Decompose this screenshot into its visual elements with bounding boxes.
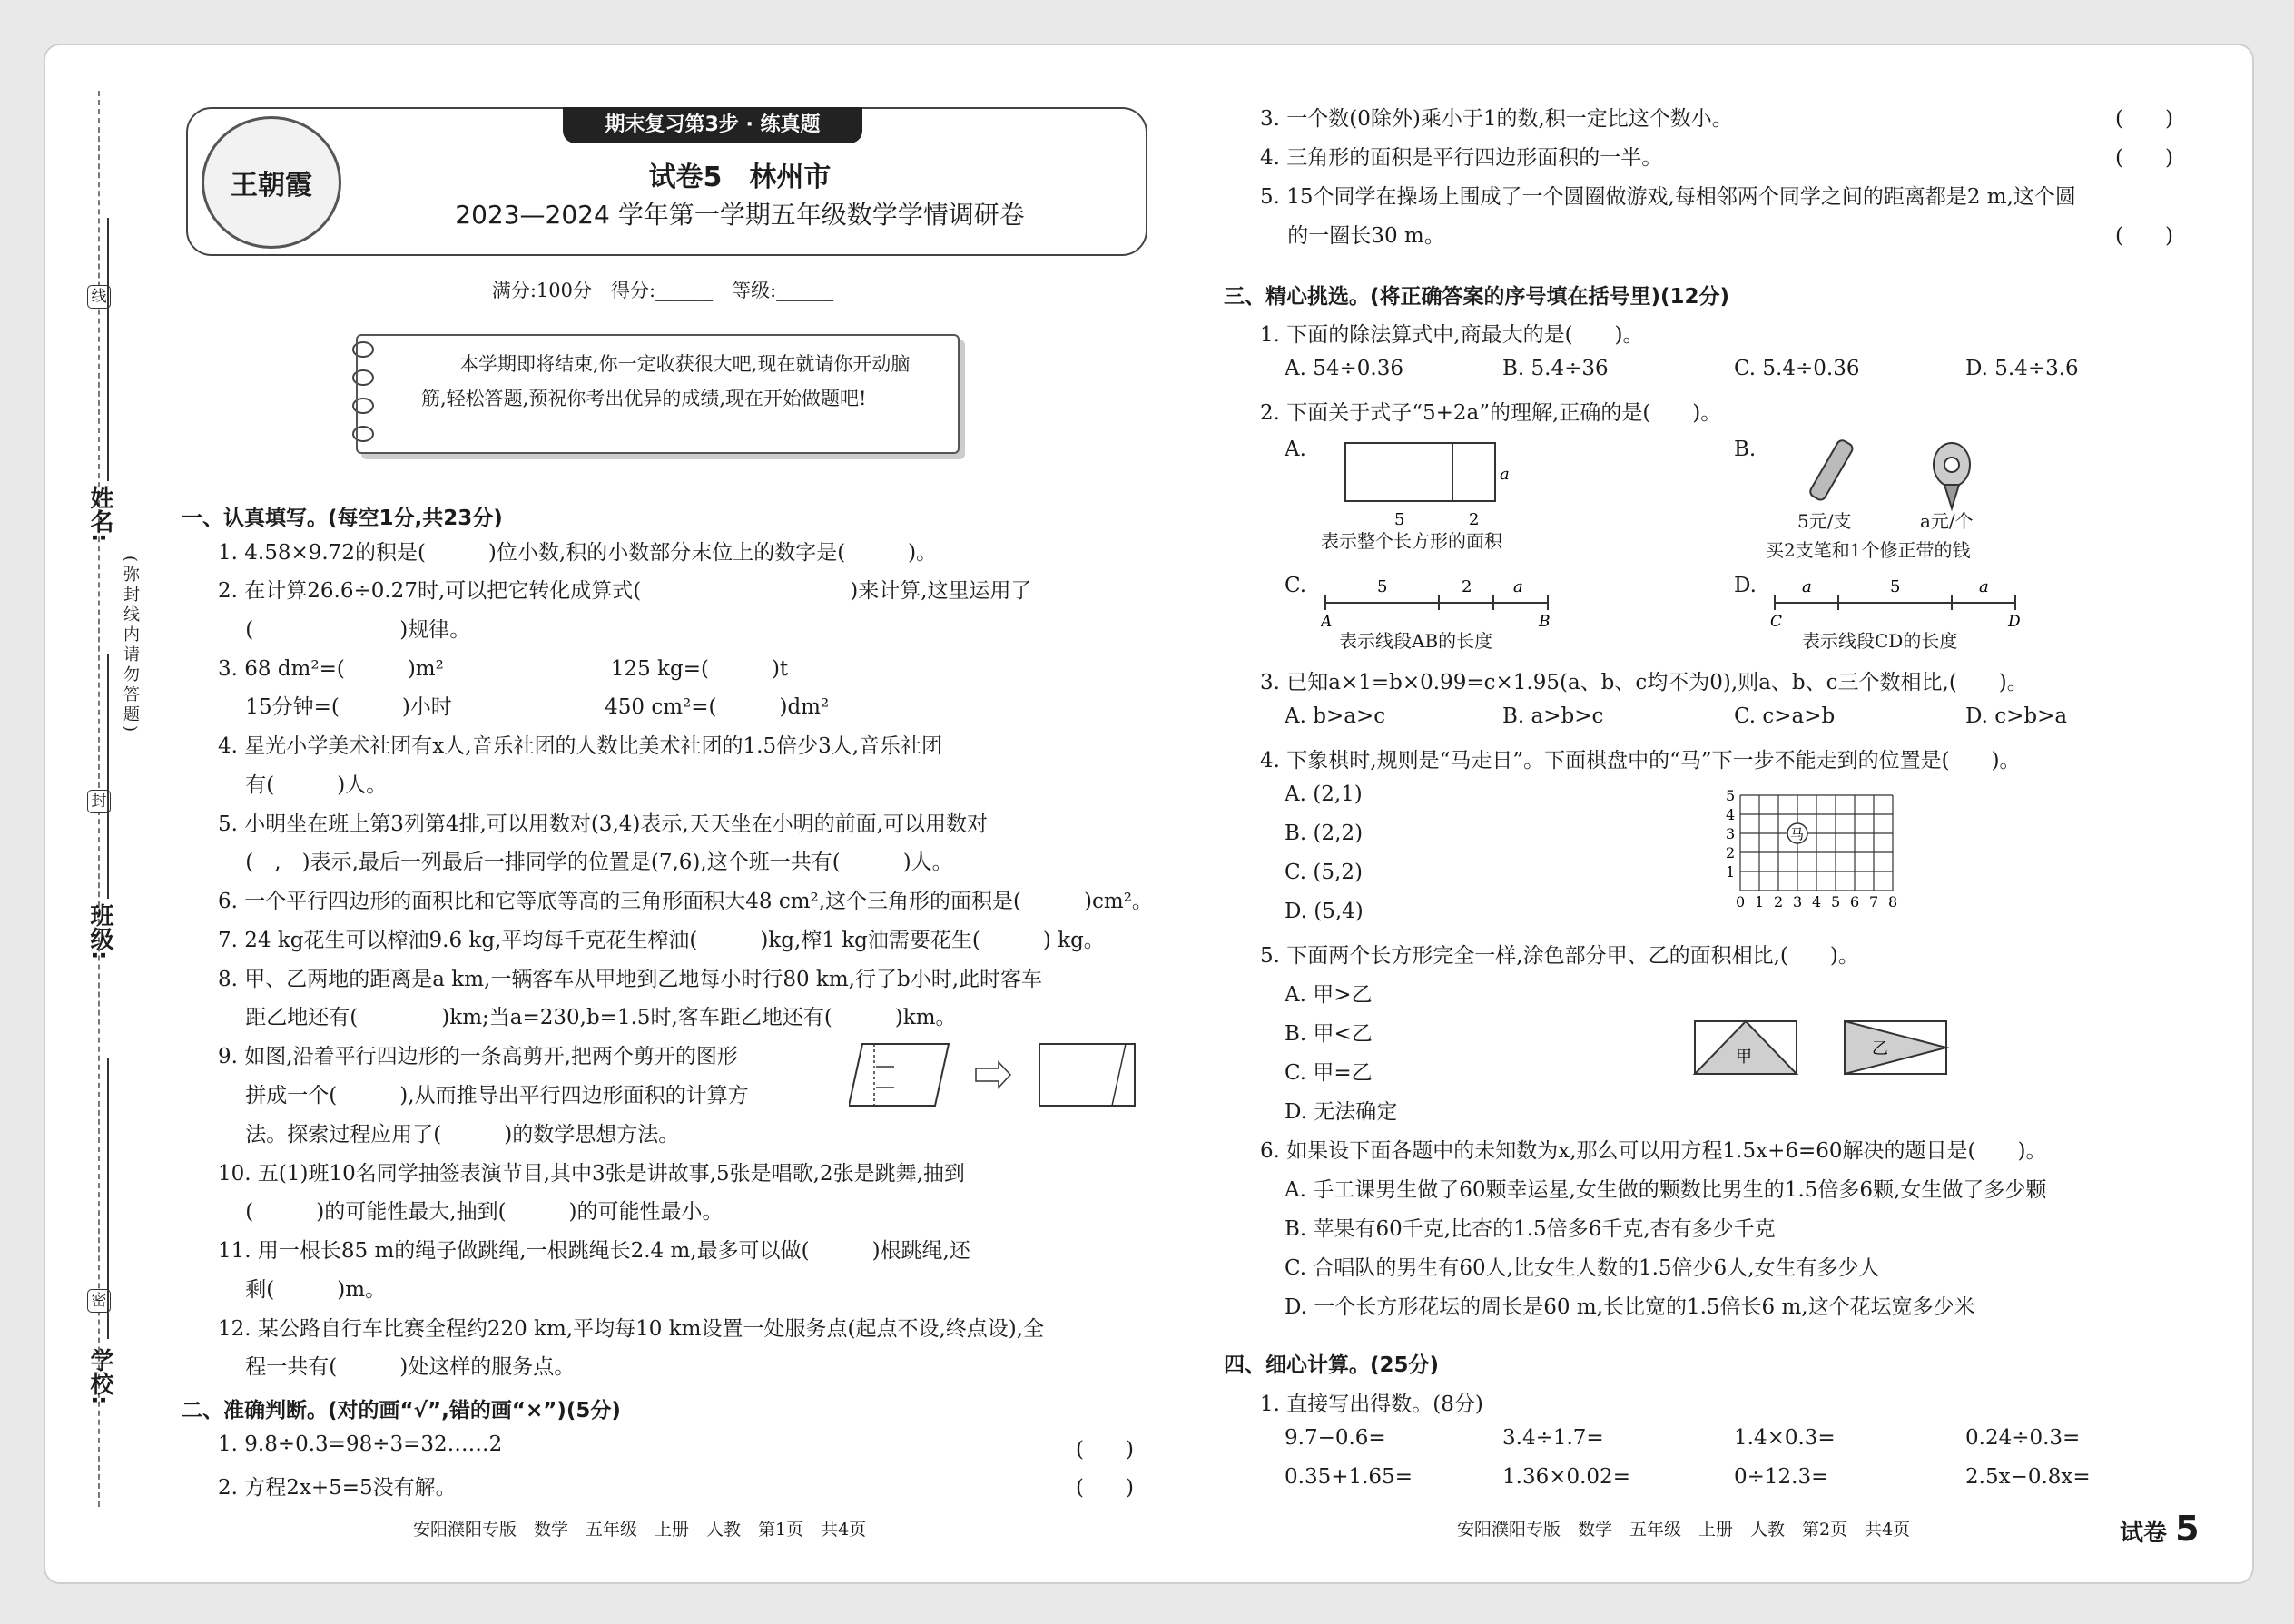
fill-line-3: ( )规律。 — [218, 618, 471, 642]
choice-q1-opt-a[interactable]: A. 54÷0.36 — [1285, 357, 1403, 380]
horse-piece-label: 马 — [1790, 826, 1805, 842]
choice-q2-opt-a[interactable]: A. — [1285, 438, 1306, 461]
choice-q1: 1. 下面的除法算式中,商最大的是( )。 — [1260, 323, 1644, 347]
fill-line-7: 有( )人。 — [218, 773, 388, 797]
footer-left: 安阳濮阳专版 数学 五年级 上册 人教 第1页 共4页 — [413, 1520, 867, 1540]
q2-d-caption: 表示线段CD的长度 — [1802, 630, 1958, 652]
grid-x-tick: 1 — [1755, 893, 1765, 910]
choice-q2: 2. 下面关于式子“5+2a”的理解,正确的是( )。 — [1260, 401, 1722, 425]
choice-q4-opt-a[interactable]: A. (2,1) — [1285, 782, 1363, 806]
score-line: 满分:100分 得分:______ 等级:______ — [491, 280, 834, 301]
grid-x-tick: 7 — [1869, 893, 1879, 910]
seal-mark-feng: 封 — [87, 790, 111, 813]
calc-r2-c2[interactable]: 1.36×0.02= — [1502, 1465, 1630, 1489]
brand-logo: 王朝霞 — [202, 116, 341, 249]
q5-rectangles-figure — [1690, 1017, 1954, 1080]
svg-text:2: 2 — [1462, 577, 1472, 596]
choice-q6-opt-a[interactable]: A. 手工课男生做了60颗幸运星,女生做的颗数比男生的1.5倍多6颗,女生做了多少颗 — [1285, 1178, 2047, 1202]
grid-x-tick: 8 — [1888, 893, 1898, 910]
segment-ab-figure — [1321, 574, 1557, 628]
calc-r2-c4[interactable]: 2.5x−0.8x= — [1965, 1465, 2091, 1489]
seal-mark-line: 线 — [87, 285, 111, 309]
fill-line-8: 5. 小明坐在班上第3列第4排,可以用数对(3,4)表示,天天坐在小明的前面,可以用数对 — [218, 812, 988, 836]
calc-r2-c3[interactable]: 0÷12.3= — [1734, 1465, 1829, 1489]
footer-right: 安阳濮阳专版 数学 五年级 上册 人教 第2页 共4页 — [1457, 1520, 1911, 1540]
grid-x-tick: 5 — [1831, 893, 1841, 910]
fill-line-5: 15分钟=( )小时 450 cm²=( )dm² — [218, 695, 830, 719]
svg-text:a: a — [1500, 465, 1510, 484]
name-field[interactable] — [107, 218, 109, 481]
fill-line-17: 10. 五(1)班10名同学抽签表演节目,其中3张是讲故事,5张是唱歌,2张是跳舞,抽到 — [218, 1162, 965, 1186]
judge-item-3: 3. 一个数(0除外)乘小于1的数,积一定比这个数小。 — [1260, 107, 1733, 131]
choice-q5: 5. 下面两个长方形完全一样,涂色部分甲、乙的面积相比,( )。 — [1260, 944, 1859, 968]
judge-item-4: 4. 三角形的面积是平行四边形面积的一半。 — [1260, 146, 1663, 170]
fill-line-6: 4. 星光小学美术社团有x人,音乐社团的人数比美术社团的1.5倍少3人,音乐社团 — [218, 734, 943, 758]
svg-text:B: B — [1539, 613, 1551, 628]
fill-line-18: ( )的可能性最大,抽到( )的可能性最小。 — [218, 1200, 724, 1224]
choice-q1-opt-d[interactable]: D. 5.4÷3.6 — [1965, 357, 2079, 380]
fill-line-12: 8. 甲、乙两地的距离是a km,一辆客车从甲地到乙地每小时行80 km,行了b小时,此时客车 — [218, 968, 1043, 991]
seal-mark-mi: 密 — [87, 1289, 111, 1313]
svg-text:a: a — [1979, 577, 1989, 596]
calc-r2-c1[interactable]: 0.35+1.65= — [1285, 1465, 1413, 1489]
section-4-title: 四、细心计算。(25分) — [1224, 1353, 1440, 1377]
grid-y-tick: 5 — [1726, 788, 1736, 804]
section-1-title: 一、认真填写。(每空1分,共23分) — [182, 507, 503, 530]
tape-price: a元/个 — [1920, 510, 1974, 532]
choice-q2-opt-d[interactable]: D. — [1734, 574, 1757, 597]
judge-answer-5[interactable]: ( ) — [2115, 224, 2173, 248]
judge-item-1: 1. 9.8÷0.3=98÷3=32……2 — [218, 1432, 503, 1456]
q9-figure — [849, 1035, 1144, 1112]
choice-q6-opt-d[interactable]: D. 一个长方形花坛的周长是60 m,长比宽的1.5倍长6 m,这个花坛宽多少米 — [1285, 1295, 1975, 1319]
name-label: 姓名: — [86, 486, 113, 543]
page-subtitle: 2023—2024 学年第一学期五年级数学学情调研卷 — [455, 200, 1025, 230]
q2-b-caption: 买2支笔和1个修正带的钱 — [1766, 539, 1971, 561]
choice-q3-opt-b[interactable]: B. a>b>c — [1502, 704, 1604, 728]
fill-line-9: ( , )表示,最后一列最后一排同学的位置是(7,6),这个班一共有( )人。 — [218, 851, 953, 874]
choice-q5-opt-b[interactable]: B. 甲<乙 — [1285, 1022, 1373, 1046]
corner-label: 试卷 5 — [2120, 1509, 2200, 1549]
grid-x-tick: 3 — [1793, 893, 1803, 910]
chessboard-grid — [1720, 788, 1929, 924]
fill-line-19: 11. 用一根长85 m的绳子做跳绳,一根跳绳长2.4 m,最多可以做( )根跳绳,还 — [218, 1239, 970, 1263]
q2-c-caption: 表示线段AB的长度 — [1339, 630, 1493, 652]
judge-answer-1[interactable]: ( ) — [1076, 1438, 1134, 1462]
calc-q1: 1. 直接写出得数。(8分) — [1260, 1393, 1483, 1416]
choice-q4-opt-b[interactable]: B. (2,2) — [1285, 822, 1364, 845]
page-title: 试卷5 林州市 — [648, 162, 832, 193]
fill-line-1: 1. 4.58×9.72的积是( )位小数,积的小数部分末位上的数字是( )。 — [218, 541, 938, 565]
class-field[interactable] — [107, 654, 109, 899]
choice-q5-opt-d[interactable]: D. 无法确定 — [1285, 1100, 1398, 1124]
grid-x-tick: 0 — [1736, 893, 1746, 910]
choice-q6: 6. 如果设下面各题中的未知数为x,那么可以用方程1.5x+6=60解决的题目是( )。 — [1260, 1139, 2047, 1163]
fill-line-13: 距乙地还有( )km;当a=230,b=1.5时,客车距乙地还有( )km。 — [218, 1006, 957, 1029]
svg-text:a: a — [1513, 577, 1523, 596]
choice-q3-opt-c[interactable]: C. c>a>b — [1734, 704, 1836, 728]
q2-a-caption: 表示整个长方形的面积 — [1321, 530, 1502, 552]
school-field[interactable] — [107, 1058, 109, 1339]
grid-y-tick: 2 — [1726, 844, 1736, 861]
judge-answer-2[interactable]: ( ) — [1076, 1476, 1134, 1500]
fill-line-16: 法。探索过程应用了( )的数学思想方法。 — [218, 1123, 680, 1147]
calc-r1-c4[interactable]: 0.24÷0.3= — [1965, 1426, 2081, 1450]
grid-x-tick: 4 — [1812, 893, 1822, 910]
fill-line-20: 剩( )m。 — [218, 1278, 387, 1302]
choice-q5-opt-a[interactable]: A. 甲>乙 — [1285, 983, 1373, 1007]
fill-line-22: 程一共有( )处这样的服务点。 — [218, 1355, 576, 1379]
section-3-title: 三、精心挑选。(将正确答案的序号填在括号里)(12分) — [1224, 285, 1730, 309]
judge-answer-3[interactable]: ( ) — [2115, 107, 2173, 131]
fill-line-11: 7. 24 kg花生可以榨油9.6 kg,平均每千克花生榨油( )kg,榨1 kg油需要花生( ) kg。 — [218, 929, 1105, 952]
fill-line-2: 2. 在计算26.6÷0.27时,可以把它转化成算式( )来计算,这里运用了 — [218, 579, 1032, 603]
pen-price: 5元/支 — [1797, 510, 1852, 532]
judge-answer-4[interactable]: ( ) — [2115, 146, 2173, 170]
calc-r1-c2[interactable]: 3.4÷1.7= — [1502, 1426, 1604, 1450]
grid-x-tick: 6 — [1850, 893, 1860, 910]
fill-line-4: 3. 68 dm²=( )m² 125 kg=( )t — [218, 657, 789, 681]
intro-note: 本学期即将结束,你一定收获很大吧,现在就请你开动脑筋,轻松答题,预祝你考出优异的成绩,现在开始做题吧! — [356, 334, 960, 454]
judge-item-5: 5. 15个同学在操场上围成了一个圆圈做游戏,每相邻两个同学之间的距离都是2 m,这个圆 — [1260, 185, 2076, 209]
svg-text:A: A — [1321, 613, 1333, 628]
choice-q4: 4. 下象棋时,规则是“马走日”。下面棋盘中的“马”下一步不能走到的位置是( )。 — [1260, 749, 2021, 773]
judge-item-2: 2. 方程2x+5=5没有解。 — [218, 1476, 457, 1500]
choice-q2-opt-b[interactable]: B. — [1734, 438, 1757, 461]
svg-text:5: 5 — [1890, 577, 1901, 596]
q5-jia-label: 甲 — [1736, 1048, 1752, 1067]
svg-text:5: 5 — [1377, 577, 1388, 596]
pen-icon — [1793, 436, 1866, 508]
correction-tape-icon — [1925, 439, 1979, 512]
calc-r1-c1[interactable]: 9.7−0.6= — [1285, 1426, 1386, 1450]
svg-text:2: 2 — [1469, 510, 1480, 528]
choice-q3-opt-a[interactable]: A. b>a>c — [1285, 704, 1386, 728]
choice-q6-opt-c[interactable]: C. 合唱队的男生有60人,比女生人数的1.5倍少6人,女生有多少人 — [1285, 1256, 1880, 1280]
grid-y-tick: 1 — [1726, 863, 1736, 881]
school-label: 学校: — [86, 1348, 113, 1405]
step-tag: 期末复习第3步 · 练真题 — [563, 107, 862, 143]
choice-q4-opt-c[interactable]: C. (5,2) — [1285, 861, 1363, 884]
choice-q3: 3. 已知a×1=b×0.99=c×1.95(a、b、c均不为0),则a、b、c三个数相比,( )。 — [1260, 671, 2028, 694]
choice-q1-opt-c[interactable]: C. 5.4÷0.36 — [1734, 357, 1860, 380]
q5-yi-label: 乙 — [1872, 1039, 1888, 1058]
choice-q2-opt-c[interactable]: C. — [1285, 574, 1307, 597]
svg-text:D: D — [2008, 613, 2021, 628]
choice-q3-opt-d[interactable]: D. c>b>a — [1965, 704, 2068, 728]
q2-rectangle-figure — [1334, 438, 1516, 528]
svg-text:a: a — [1802, 577, 1812, 596]
svg-text:5: 5 — [1394, 510, 1405, 528]
choice-q6-opt-b[interactable]: B. 苹果有60千克,比杏的1.5倍多6千克,杏有多少千克 — [1285, 1217, 1776, 1241]
choice-q5-opt-c[interactable]: C. 甲=乙 — [1285, 1061, 1373, 1085]
grid-y-tick: 4 — [1726, 806, 1736, 823]
fill-line-21: 12. 某公路自行车比赛全程约220 km,平均每10 km设置一处服务点(起点不设,终点设),全 — [218, 1317, 1045, 1341]
choice-q1-opt-b[interactable]: B. 5.4÷36 — [1502, 357, 1609, 380]
corner-number: 5 — [2175, 1509, 2200, 1549]
seal-warning: (弥封线内请勿答题) — [121, 556, 140, 736]
section-2-title: 二、准确判断。(对的画“√”,错的画“×”)(5分) — [182, 1399, 621, 1422]
fill-line-15: 拼成一个( ),从而推导出平行四边形面积的计算方 — [218, 1084, 749, 1107]
segment-cd-figure — [1770, 574, 2024, 628]
grid-x-tick: 2 — [1774, 893, 1784, 910]
class-label: 班级: — [86, 903, 113, 960]
svg-text:C: C — [1770, 613, 1783, 628]
fill-line-10: 6. 一个平行四边形的面积比和它等底等高的三角形面积大48 cm²,这个三角形的面积是( )cm²。 — [218, 890, 1153, 913]
judge-item-5-cont: 的一圈长30 m。 — [1260, 224, 1445, 248]
calc-r1-c3[interactable]: 1.4×0.3= — [1734, 1426, 1836, 1450]
choice-q4-opt-d[interactable]: D. (5,4) — [1285, 900, 1364, 923]
fill-line-14: 9. 如图,沿着平行四边形的一条高剪开,把两个剪开的图形 — [218, 1045, 738, 1068]
grid-y-tick: 3 — [1726, 825, 1736, 842]
